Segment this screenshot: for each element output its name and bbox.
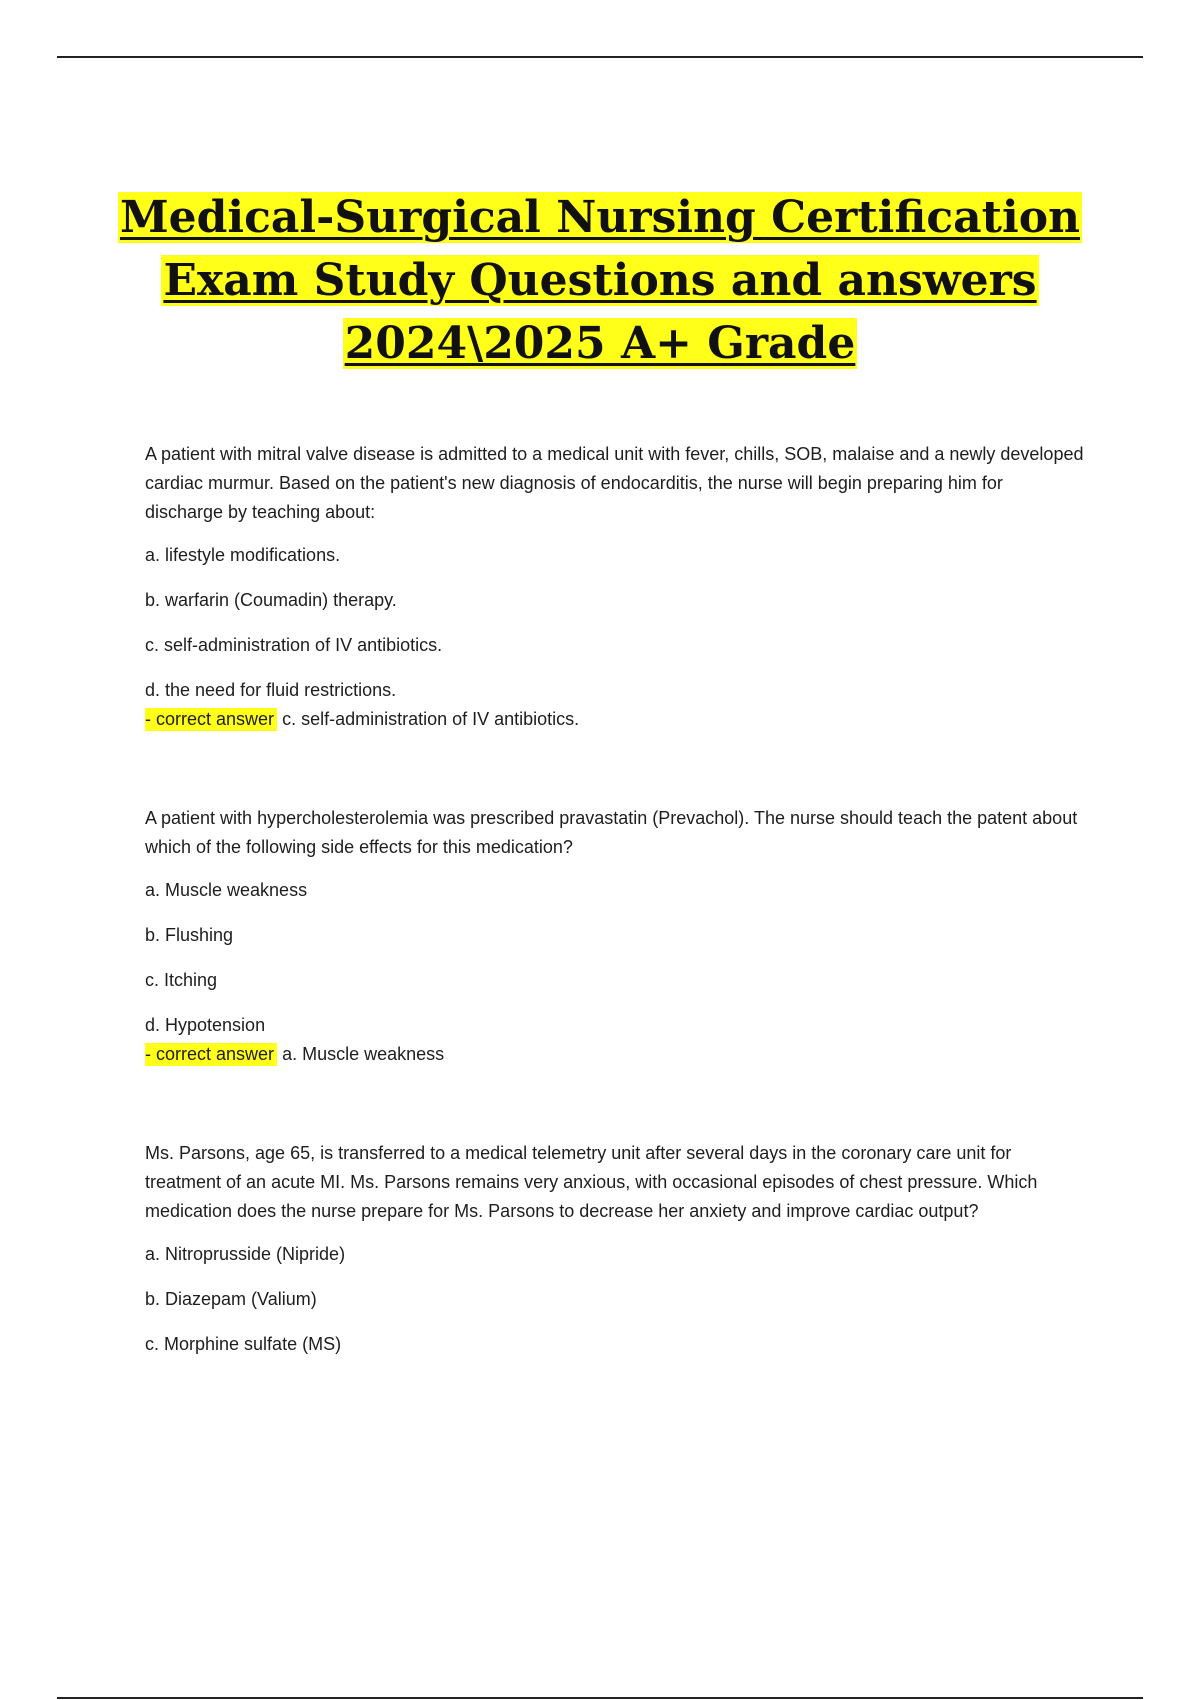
option-a: a. lifestyle modifications. — [145, 545, 341, 565]
correct-answer-label: - correct answer — [145, 1043, 277, 1066]
question-spacer — [145, 734, 1085, 804]
questions-list — [145, 440, 1085, 1375]
question-text: Ms. Parsons, age 65, is transferred to a medical telemetry unit after several days in the coronary care unit for treatment of an acute MI. Ms. Parsons remains very anxious, with occasional episodes of chest pressure. Which medication does the nurse prepare for Ms. Parsons to decrease her anxiety and improve cardiac output? — [145, 1143, 1038, 1221]
question-text: A patient with mitral valve disease is admitted to a medical unit with fever, chills, SOB, malaise and a newly developed cardiac murmur. Based on the patient's new diagnosis of endocarditis, the nurse will begin preparing him for discharge by teaching about: — [145, 444, 1084, 522]
correct-answer-line — [145, 1039, 1085, 1069]
question-spacer — [145, 1069, 1085, 1139]
question-1 — [145, 440, 1085, 734]
correct-answer-label: - correct answer — [145, 708, 277, 731]
correct-answer-line — [145, 704, 1085, 734]
option-a: a. Muscle weakness — [145, 880, 308, 900]
correct-answer-text: a. Muscle weakness — [282, 1044, 445, 1064]
question-2 — [145, 804, 1085, 1069]
header-rule — [57, 56, 1143, 58]
option-b: b. warfarin (Coumadin) therapy. — [145, 590, 397, 610]
title-line-2: Exam Study Questions and answers — [163, 255, 1037, 306]
option-b: b. Diazepam (Valium) — [145, 1289, 317, 1309]
title-line-3: 2024\2025 A+ Grade — [344, 318, 856, 369]
question-text: A patient with hypercholesterolemia was prescribed pravastatin (Prevachol). The nurse should teach the patent about which of the following side effects for this medication? — [145, 808, 1078, 857]
option-a: a. Nitroprusside (Nipride) — [145, 1244, 346, 1264]
option-c: c. self-administration of IV antibiotics. — [145, 635, 443, 655]
footer-rule — [57, 1697, 1143, 1699]
title-line-1: Medical-Surgical Nursing Certification — [119, 192, 1081, 243]
document-title — [100, 186, 1100, 375]
option-c: c. Itching — [145, 970, 218, 990]
correct-answer-text: c. self-administration of IV antibiotics. — [282, 709, 580, 729]
option-d: d. Hypotension — [145, 1015, 266, 1035]
option-c: c. Morphine sulfate (MS) — [145, 1334, 342, 1354]
option-b: b. Flushing — [145, 925, 234, 945]
question-3 — [145, 1139, 1085, 1358]
option-d: d. the need for fluid restrictions. — [145, 680, 397, 700]
